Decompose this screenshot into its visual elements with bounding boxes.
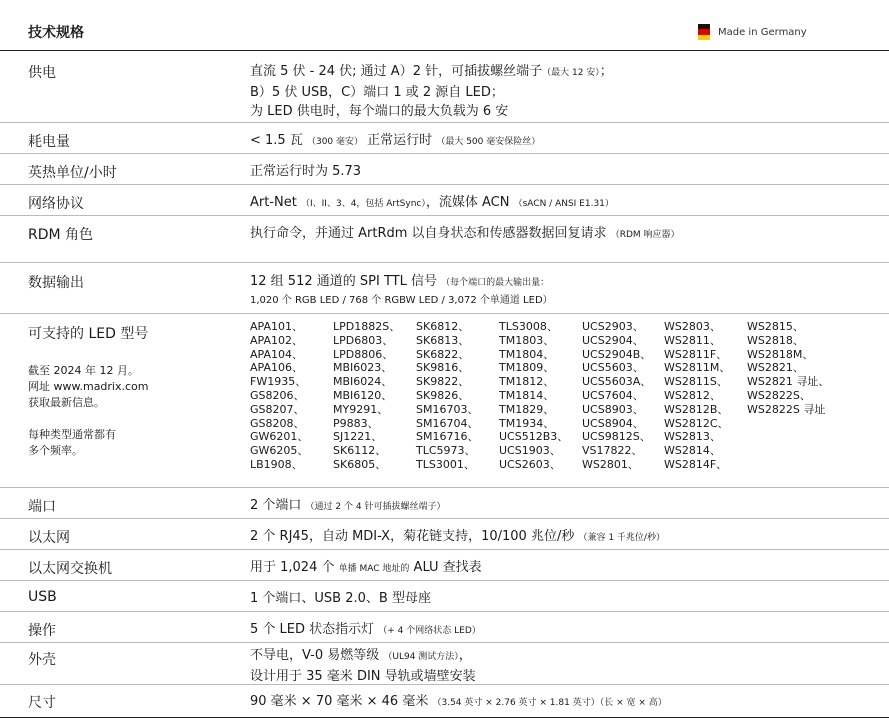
led-model-item: GS8206、 <box>250 388 305 402</box>
led-model-item: SK6112、 <box>333 444 387 458</box>
value-text: ； <box>599 64 613 79</box>
led-types-note <box>28 363 149 459</box>
spec-row-btu <box>0 155 889 185</box>
led-model-item: SM16703、 <box>416 402 479 416</box>
value-text: ALU 查找表 <box>413 560 482 575</box>
led-model-column <box>664 320 747 472</box>
led-model-item: WS2815、 <box>747 320 804 333</box>
led-model-item: LPD1882S、 <box>333 320 401 333</box>
spec-row-consumption <box>0 124 889 154</box>
value-note: （RDM 响应器） <box>610 230 680 240</box>
led-model-column <box>582 320 664 472</box>
led-model-item: WS2822S、 <box>747 388 811 402</box>
led-model-column <box>250 320 333 472</box>
led-model-item: WS2821、 <box>747 361 804 375</box>
led-model-item: TM1803、 <box>499 333 555 347</box>
led-model-item: TM1812、 <box>499 375 555 389</box>
spec-label: 网络协议 <box>28 196 84 212</box>
led-model-item: VS17822、 <box>582 444 643 458</box>
value-note: （最大 12 安） <box>542 68 600 78</box>
value-text: ， <box>458 648 472 663</box>
row-divider <box>0 717 889 718</box>
spec-row-operation <box>0 613 889 643</box>
value-text: ，流媒体 ACN <box>425 195 510 210</box>
spec-row-data-output <box>0 264 889 314</box>
spec-row-protocol <box>0 186 889 216</box>
led-model-item: WS2811M、 <box>664 361 731 375</box>
led-model-item: TLC5973、 <box>416 444 476 458</box>
spec-label: 外壳 <box>28 652 56 668</box>
led-model-item: MBI6023、 <box>333 361 393 375</box>
spec-row-rdm <box>0 217 889 263</box>
led-model-item: GW6205、 <box>250 444 309 458</box>
led-model-item: SK6822、 <box>416 347 470 361</box>
led-model-item: SK9822、 <box>416 375 470 389</box>
led-types-grid <box>250 320 867 472</box>
note-line: 多个频率。 <box>28 444 83 457</box>
led-model-item: TM1829、 <box>499 402 555 416</box>
led-model-item: UCS2904B、 <box>582 347 652 361</box>
spec-label: RDM 角色 <box>28 227 94 243</box>
led-model-item: WS2812B、 <box>664 402 729 416</box>
led-model-item: UCS1903、 <box>499 444 561 458</box>
led-model-item: UCS5603A、 <box>582 375 652 389</box>
led-model-item: WS2801、 <box>582 457 639 471</box>
led-model-item: MBI6120、 <box>333 388 393 402</box>
value-note: （sACN / ANSI E1.31） <box>513 199 614 209</box>
led-model-item: SK9816、 <box>416 361 470 375</box>
spec-value <box>250 558 482 579</box>
led-model-item: WS2821 寻址、 <box>747 375 830 389</box>
value-note: 1,020 个 RGB LED / 768 个 RGBW LED / 3,072 个单通道 LED） <box>250 295 553 306</box>
row-divider <box>0 580 889 581</box>
value-text: 2 个端口 <box>250 498 302 513</box>
value-note: （最大 500 毫安保险丝） <box>436 137 541 147</box>
spec-value: 正常运行时为 5.73 <box>250 164 362 179</box>
spec-value: 1 个端口、USB 2.0、B 型母座 <box>250 591 431 606</box>
spec-row-switch <box>0 551 889 581</box>
row-divider <box>0 153 889 154</box>
value-text: B）5 伏 USB，C）端口 1 或 2 源自 LED； <box>250 85 504 100</box>
led-model-item: SM16704、 <box>416 416 479 430</box>
made-in-germany-badge <box>698 24 807 40</box>
spec-row-ethernet <box>0 520 889 550</box>
spec-label: 耗电量 <box>28 134 70 150</box>
led-model-item: UCS8903、 <box>582 402 644 416</box>
value-text: 正常运行时 <box>367 133 433 148</box>
led-model-item: LPD8806、 <box>333 347 394 361</box>
led-model-item: WS2818M、 <box>747 347 814 361</box>
led-model-item: SJ1221、 <box>333 430 383 444</box>
led-model-column <box>333 320 416 472</box>
led-model-item: TLS3008、 <box>499 320 558 333</box>
led-model-item: UCS2904、 <box>582 333 644 347</box>
led-model-item: SK6813、 <box>416 333 470 347</box>
value-note: （3.54 英寸 × 2.76 英寸 × 1.81 英寸）（长 × 宽 × 高） <box>432 698 667 708</box>
spec-row-power <box>0 51 889 123</box>
spec-label: 数据输出 <box>28 275 84 291</box>
led-model-item: SK9826、 <box>416 388 470 402</box>
value-text: 不导电，V-0 易燃等级 <box>250 648 380 663</box>
led-model-item: WS2812、 <box>664 388 721 402</box>
led-model-item: MBI6024、 <box>333 375 393 389</box>
row-divider <box>0 313 889 314</box>
led-model-item: P9883、 <box>333 416 379 430</box>
value-text: 12 组 512 通道的 SPI TTL 信号 <box>250 274 437 289</box>
value-text: 2 个 RJ45，自动 MDI-X，菊花链支持，10/100 兆位/秒 <box>250 529 575 544</box>
value-note: 单播 MAC 地址的 <box>338 564 410 574</box>
row-divider <box>0 684 889 685</box>
led-model-item: LPD6803、 <box>333 333 394 347</box>
row-divider <box>0 518 889 519</box>
led-model-item: SM16716、 <box>416 430 479 444</box>
led-model-item: WS2811S、 <box>664 375 728 389</box>
led-model-item: TM1934、 <box>499 416 555 430</box>
value-note: （I、II、3、4，包括 ArtSync） <box>301 199 426 209</box>
row-divider <box>0 642 889 643</box>
spec-value <box>250 131 540 152</box>
led-model-item: WS2818、 <box>747 333 804 347</box>
value-text: 90 毫米 × 70 毫米 × 46 毫米 <box>250 694 429 709</box>
led-model-item: FW1935、 <box>250 375 307 389</box>
row-divider <box>0 611 889 612</box>
led-model-item: UCS2603、 <box>499 457 561 471</box>
led-model-item: UCS2903、 <box>582 320 644 333</box>
led-model-item: TM1814、 <box>499 388 555 402</box>
value-note: （UL94 测试方法） <box>383 652 459 662</box>
row-divider <box>0 184 889 185</box>
spec-label: 以太网 <box>28 530 70 546</box>
german-flag-icon <box>698 24 710 40</box>
led-model-item: WS2803、 <box>664 320 721 333</box>
value-text: 直流 5 伏 - 24 伏; 通过 A）2 针，可插拔螺丝端子 <box>250 64 543 79</box>
led-model-item: SK6812、 <box>416 320 470 333</box>
spec-value <box>250 646 476 686</box>
spec-label: 尺寸 <box>28 695 56 711</box>
note-line: 获取最新信息。 <box>28 396 105 409</box>
spec-label: USB <box>28 589 57 605</box>
value-text: 5 个 LED 状态指示灯 <box>250 622 375 637</box>
led-model-item: APA102、 <box>250 333 303 347</box>
led-model-item: WS2813、 <box>664 430 721 444</box>
row-divider <box>0 487 889 488</box>
led-model-column <box>499 320 582 472</box>
led-model-item: TLS3001、 <box>416 457 475 471</box>
led-model-item: WS2814、 <box>664 444 721 458</box>
value-note: （兼容 1 千兆位/秒） <box>578 533 665 543</box>
value-note: （+ 4 个网络状态 LED） <box>378 626 481 636</box>
spec-label: 端口 <box>28 499 56 515</box>
spec-value <box>250 272 553 309</box>
value-note: （每个端口的最大输出量： <box>441 278 550 288</box>
spec-value <box>250 692 667 713</box>
led-model-item: LB1908、 <box>250 457 303 471</box>
value-text: 设计用于 35 毫米 DIN 导轨或墙壁安装 <box>250 669 476 684</box>
led-model-item: APA106、 <box>250 361 303 375</box>
spec-value <box>250 193 614 214</box>
led-model-item: WS2811F、 <box>664 347 728 361</box>
led-model-item: MY9291、 <box>333 402 389 416</box>
led-model-item: UCS8904、 <box>582 416 644 430</box>
spec-row-housing <box>0 644 889 685</box>
row-divider <box>0 262 889 263</box>
spec-label: 供电 <box>28 65 56 81</box>
row-divider <box>0 549 889 550</box>
led-model-item: GS8208、 <box>250 416 305 430</box>
led-model-item: TM1809、 <box>499 361 555 375</box>
spec-label: 操作 <box>28 623 56 639</box>
spec-row-usb <box>0 582 889 612</box>
note-line <box>28 411 149 427</box>
row-divider <box>0 215 889 216</box>
value-text: 用于 1,024 个 <box>250 560 335 575</box>
led-model-item: WS2822S 寻址 <box>747 402 826 416</box>
led-model-item: TM1804、 <box>499 347 555 361</box>
value-text: 为 LED 供电时，每个端口的最大负载为 6 安 <box>250 104 509 119</box>
spec-label: 可支持的 LED 型号 <box>28 326 149 342</box>
note-line: 网址 www.madrix.com <box>28 380 149 393</box>
led-model-item: WS2814F、 <box>664 457 728 471</box>
led-model-item: GS8207、 <box>250 402 305 416</box>
led-model-column <box>747 320 867 472</box>
spec-value <box>250 620 481 641</box>
made-in-label: Made in Germany <box>718 26 807 38</box>
led-model-item: APA101、 <box>250 320 303 333</box>
spec-value <box>250 527 665 548</box>
spec-value <box>250 496 445 517</box>
value-text: Art-Net <box>250 195 297 210</box>
spec-row-led-types <box>0 315 889 488</box>
led-model-item: WS2812C、 <box>664 416 729 430</box>
led-model-item: APA104、 <box>250 347 303 361</box>
value-text: 执行命令，并通过 ArtRdm 以自身状态和传感器数据回复请求 <box>250 226 607 241</box>
spec-header <box>0 0 889 51</box>
spec-row-dimensions <box>0 686 889 718</box>
spec-row-ports <box>0 489 889 519</box>
led-model-column <box>416 320 499 472</box>
page-title: 技术规格 <box>28 25 84 41</box>
note-line: 每种类型通常都有 <box>28 428 116 441</box>
value-note: （通过 2 个 4 针可插拔螺丝端子） <box>305 502 446 512</box>
spec-value <box>250 62 613 121</box>
led-model-item: UCS9812S、 <box>582 430 651 444</box>
row-divider <box>0 122 889 123</box>
led-model-item: SK6805、 <box>333 457 387 471</box>
led-model-item: UCS7604、 <box>582 388 644 402</box>
led-model-item: WS2811、 <box>664 333 721 347</box>
led-model-item: UCS5603、 <box>582 361 644 375</box>
led-model-item: UCS512B3、 <box>499 430 569 444</box>
led-model-item: GW6201、 <box>250 430 309 444</box>
value-text: < 1.5 瓦 <box>250 133 303 148</box>
value-note: （300 毫安） <box>306 137 364 147</box>
spec-label: 英热单位/小时 <box>28 165 117 181</box>
note-line: 截至 2024 年 12 月。 <box>28 364 139 377</box>
spec-value <box>250 224 680 245</box>
spec-label: 以太网交换机 <box>28 561 112 577</box>
